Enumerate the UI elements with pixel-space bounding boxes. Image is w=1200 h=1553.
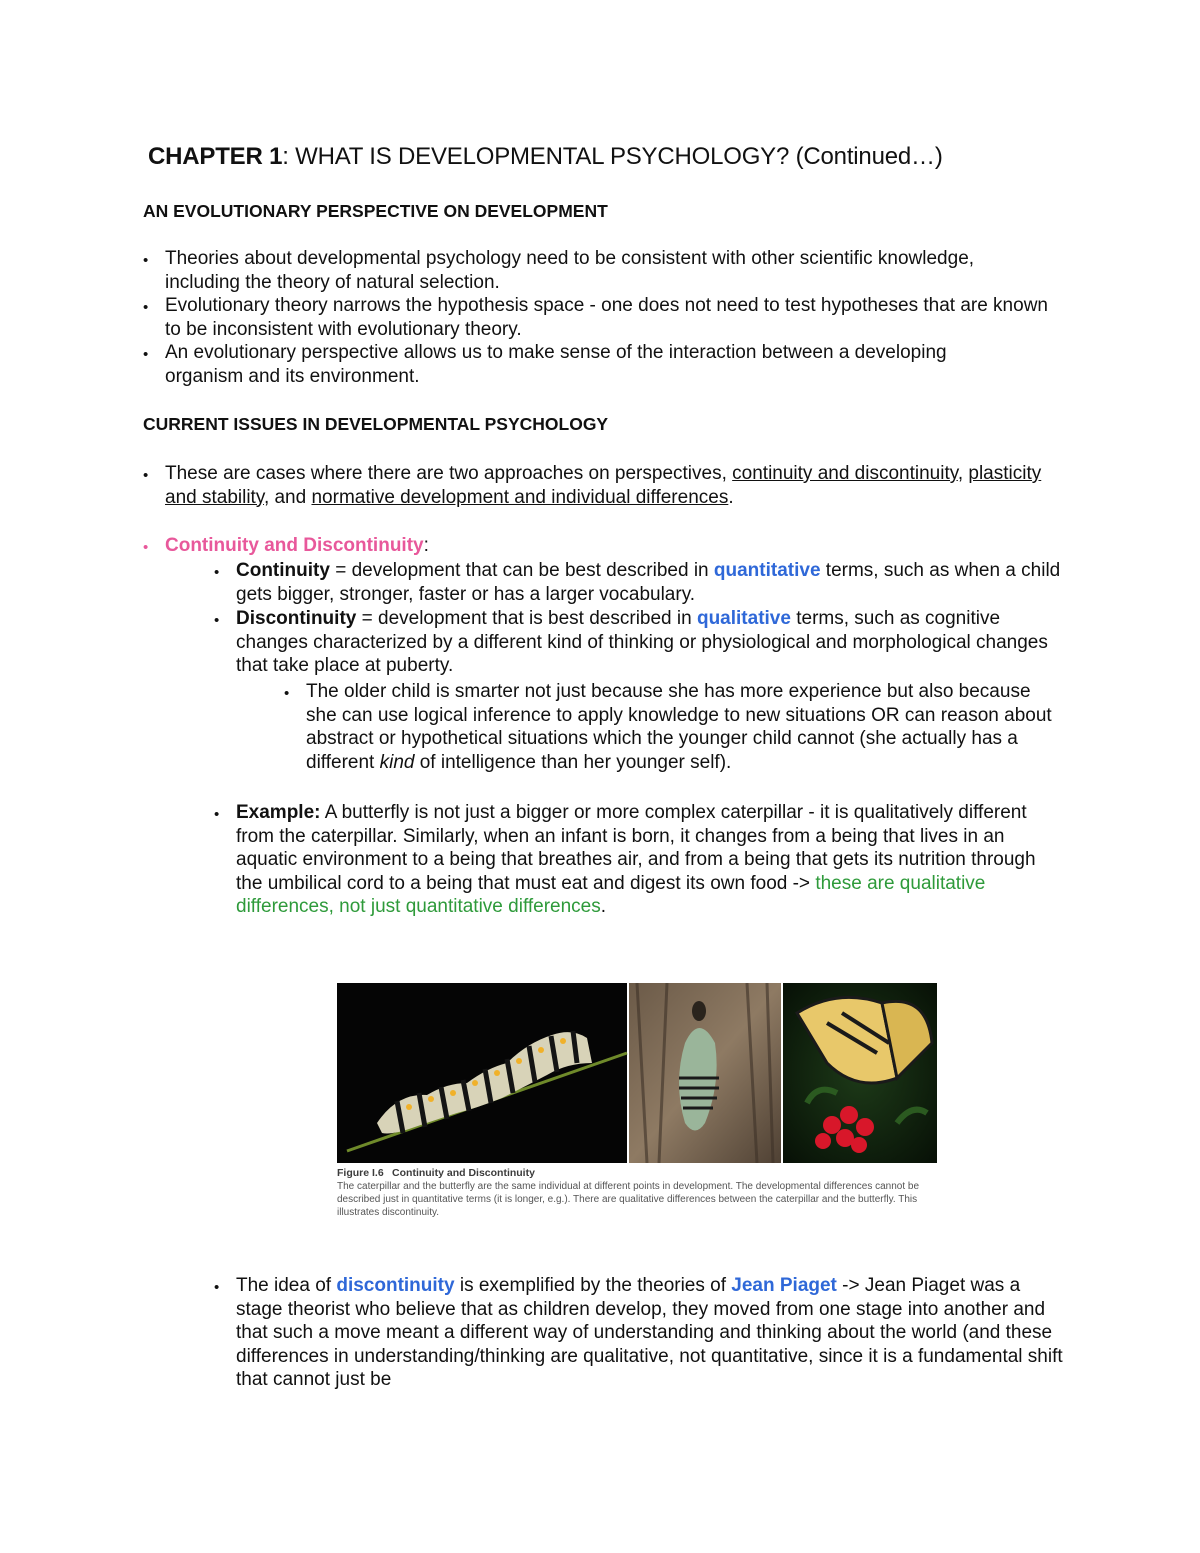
bullet-icon: • [143, 539, 149, 556]
list-item: These are cases where there are two approaches on perspectives, continuity and discontinuity, plasticity and stability, and normative development and individual differences. [165, 463, 1042, 508]
bullet-icon: • [143, 346, 149, 363]
underlined-term: continuity and discontinuity [732, 463, 958, 484]
bullet-icon: • [284, 685, 290, 702]
figure-caterpillar-butterfly-image [337, 983, 937, 1163]
list-item-discontinuity: Discontinuity = development that is best described in qualitative terms, such as cognitive changes characterized by a different kind of thinking or physiological and morphological changes that take place at puberty. [236, 608, 1048, 676]
figure-label: Figure I.6 [337, 1167, 384, 1179]
chrysalis-panel [629, 983, 781, 1163]
underlined-term: plasticity and stability [165, 463, 1042, 508]
page-title [148, 143, 943, 171]
bullet-icon: • [143, 299, 149, 316]
list-item: An evolutionary perspective allows us to make sense of the interaction between a developing organism and its environment. [165, 342, 947, 387]
list-item-example: Example: A butterfly is not just a bigger or more complex caterpillar - it is qualitatively different from the caterpillar. Similarly, when an infant is born, it changes from a being that lives in an aquatic environment to a being that breathes air, and from a being that gets its nutrition through the umbilical cord to a being that must eat and digest its own food -> these are qualitative differences, not just quantitative differences. [236, 802, 1036, 917]
figure-title: Continuity and Discontinuity [392, 1167, 535, 1179]
bullet-icon: • [143, 467, 149, 484]
caterpillar-panel [337, 983, 627, 1163]
butterfly-panel [783, 983, 937, 1163]
subheading-continuity-discontinuity: Continuity and Discontinuity: [165, 535, 429, 556]
chapter-title: : WHAT IS DEVELOPMENTAL PSYCHOLOGY? (Continued…) [282, 143, 943, 170]
list-item-continuity: Continuity = development that can be best described in quantitative terms, such as when a child gets bigger, stronger, faster or has a larger vocabulary. [236, 560, 1061, 605]
bullet-icon: • [143, 252, 149, 269]
bullet-icon: • [214, 612, 220, 629]
underlined-term: normative development and individual differences [311, 486, 729, 508]
bullet-icon: • [214, 1279, 220, 1296]
list-item: Evolutionary theory narrows the hypothesis space - one does not need to test hypotheses that are known to be inconsistent with evolutionary theory. [165, 295, 1048, 340]
list-item: Theories about developmental psychology need to be consistent with other scientific knowledge, including the theory of natural selection. [165, 248, 975, 293]
section-heading-current-issues: CURRENT ISSUES IN DEVELOPMENTAL PSYCHOLOGY [143, 414, 609, 434]
bullet-icon: • [214, 806, 220, 823]
list-item-older-child: The older child is smarter not just because she has more experience but also because she can use logical inference to apply knowledge to new situations OR can reason about abstract or hypothetical situations which the younger child cannot (she actually has a different kind of intelligence than her younger self). [306, 681, 1052, 773]
figure-caption-text: The caterpillar and the butterfly are the same individual at different points in development. The developmental differences cannot be described just in quantitative terms (it is longer, e.g.). There are qualitative differences between the caterpillar and the butterfly. This illustrates discontinuity. [337, 1181, 920, 1218]
section-heading-evolutionary: AN EVOLUTIONARY PERSPECTIVE ON DEVELOPMENT [143, 201, 608, 221]
chapter-label: CHAPTER 1 [148, 143, 283, 170]
figure-caption [337, 1167, 937, 1219]
list-item-piaget: The idea of discontinuity is exemplified by the theories of Jean Piaget -> Jean Piaget was a stage theorist who believe that as children develop, they moved from one stage into another and that such a move meant a different way of understanding and thinking about the world (and these differences in understanding/thinking are qualitative, not quantitative, since it is a fundamental shift that cannot just be [236, 1275, 1063, 1390]
bullet-icon: • [214, 564, 220, 581]
